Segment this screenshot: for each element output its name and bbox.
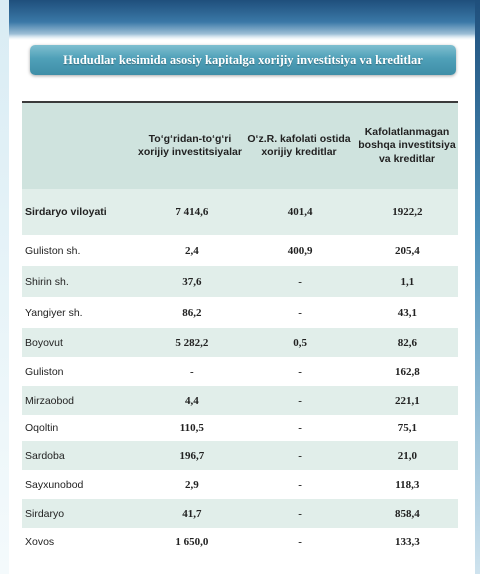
cell-guaranteed-credits: - [298,507,302,520]
data-table [22,101,458,556]
cell-direct-investment: 1 650,0 [175,536,209,548]
cell-direct-investment: 41,7 [182,507,202,520]
cell-direct-investment: 4,4 [184,394,199,407]
cell-direct-investment: 5 282,2 [175,336,209,349]
cell-region-name: Yangiyer sh. [25,306,83,319]
cell-region-name: Guliston sh. [25,244,81,257]
cell-guaranteed-credits: - [298,422,302,434]
cell-region-name: Sayxunobod [25,478,84,491]
cell-guaranteed-credits: - [298,536,302,548]
table-row [22,235,458,266]
cell-other-investment: 82,6 [397,336,417,349]
table-row [22,386,458,415]
cell-direct-investment: 196,7 [179,449,205,462]
cell-guaranteed-credits: - [298,365,302,378]
cell-direct-investment: 2,4 [184,244,199,257]
cell-guaranteed-credits: - [298,275,302,288]
header-region [22,103,138,189]
cell-other-investment: 133,3 [394,536,420,548]
table-row [22,470,458,499]
table-row [22,528,458,556]
title-banner [30,45,456,75]
cell-guaranteed-credits: 401,4 [287,206,313,218]
table-row [22,441,458,470]
cell-guaranteed-credits: 400,9 [287,244,313,257]
cell-other-investment: 1922,2 [392,206,423,218]
cell-direct-investment: 2,9 [184,478,199,491]
cell-guaranteed-credits: - [298,306,302,319]
table-row [22,328,458,357]
cell-other-investment: 43,1 [397,306,417,319]
page-title: Hududlar kesimida asosiy kapitalga xorijiy investitsiya va kreditlar [63,52,423,67]
header-direct-investment: To‘g‘ridan-to‘g‘ri xorijiy investitsiyalar [138,132,242,158]
header-guaranteed-credits: O‘z.R. kafolati ostida xorijiy kreditlar [247,132,351,158]
cell-guaranteed-credits: - [298,449,302,462]
cell-region-name: Boyovut [25,336,63,349]
top-decor-band [0,0,480,40]
cell-other-investment: 162,8 [394,365,420,378]
cell-direct-investment: 37,6 [182,275,202,288]
cell-region-name: Shirin sh. [25,275,69,288]
left-decor-stripe [0,0,9,574]
table-row [22,297,458,328]
table-row [22,415,458,441]
cell-region-name: Xovos [25,536,55,548]
cell-guaranteed-credits: - [298,394,302,407]
cell-direct-investment: 86,2 [182,306,202,319]
cell-other-investment: 205,4 [394,244,420,257]
table-row [22,499,458,528]
cell-region-name: Guliston [25,365,64,378]
table-row [22,189,458,235]
cell-other-investment: 1,1 [400,275,415,288]
cell-region-name: Oqoltin [25,422,59,434]
cell-direct-investment: 7 414,6 [175,206,209,218]
table-body [22,189,458,556]
cell-direct-investment: 110,5 [179,422,204,434]
table-row [22,266,458,297]
cell-direct-investment: - [190,365,194,378]
cell-other-investment: 118,3 [395,478,420,491]
header-other-investment: Kafolatlanmagan boshqa investitsiya va kreditlar [358,126,456,165]
cell-region-name: Sardoba [25,449,65,462]
cell-other-investment: 75,1 [397,422,417,434]
right-decor-stripe [475,0,480,574]
cell-guaranteed-credits: - [298,478,302,491]
table-header-row [22,103,458,189]
cell-guaranteed-credits: 0,5 [293,336,307,349]
cell-region-name: Mirzaobod [25,394,75,407]
table-row [22,357,458,386]
cell-other-investment: 21,0 [397,449,417,462]
cell-other-investment: 221,1 [394,394,420,407]
cell-region-name: Sirdaryo [25,507,65,520]
cell-other-investment: 858,4 [394,507,420,520]
cell-region-name: Sirdaryo viloyati [25,206,107,218]
